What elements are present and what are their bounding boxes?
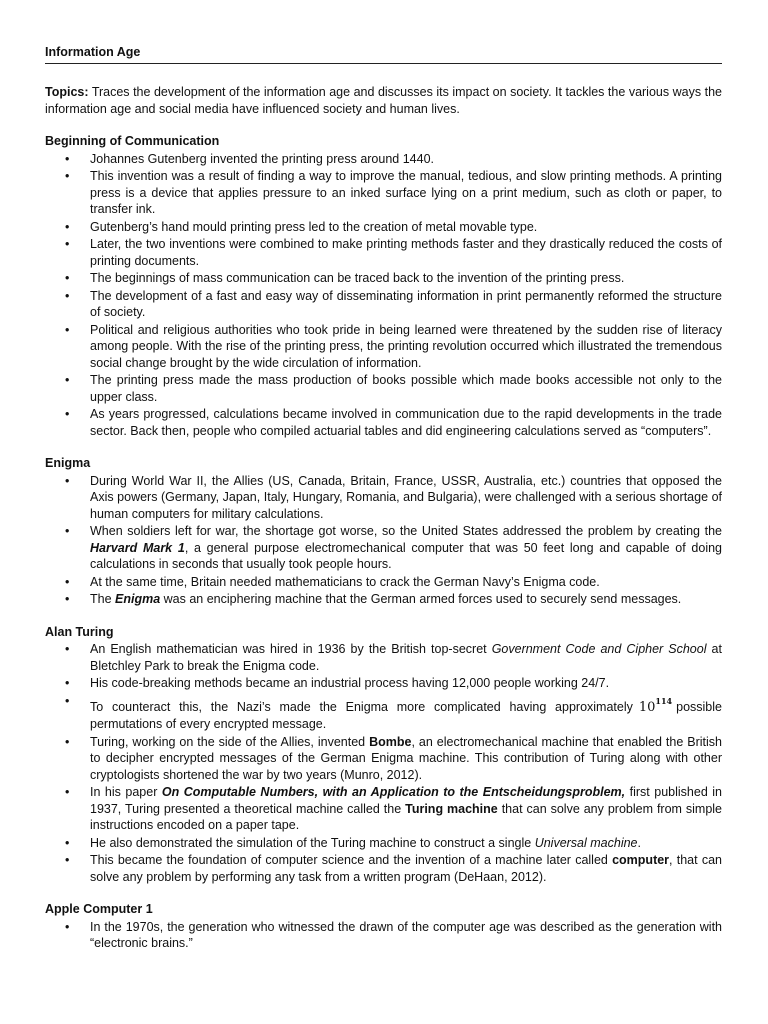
- emphasis-enigma: Enigma: [115, 592, 161, 606]
- list-item: • As years progressed, calculations became involved in communication due to the rapid developments in the trade sector. Back then, people who compiled actuarial tables and did engineering calculations served as “computers”.: [45, 406, 722, 439]
- item-text: Turing, working on the side of the Allies, invented: [90, 734, 370, 749]
- list-item: • Later, the two inventions were combined to make printing methods faster and they drastically reduced the costs of printing documents.: [45, 236, 722, 269]
- list-item: • Gutenberg’s hand mould printing press led to the creation of metal movable type.: [45, 219, 722, 236]
- list-item: [45, 835, 722, 852]
- document-page: [45, 44, 722, 952]
- list-item: [45, 641, 722, 674]
- enigma-list: [45, 473, 722, 608]
- item-text: , a general purpose electromechanical computer that was 50 feet long and capable of doing calculations in seconds that usually took people hours.: [90, 540, 723, 571]
- section-heading-alan-turing: Alan Turing: [45, 624, 114, 639]
- list-item: • Johannes Gutenberg invented the printing press around 1440.: [45, 151, 722, 168]
- list-item: • At the same time, Britain needed mathematicians to crack the German Navy’s Enigma code.: [45, 574, 722, 591]
- list-item: • In the 1970s, the generation who witnessed the drawn of the computer age was described as the generation with “electronic brains.”: [45, 919, 722, 952]
- list-item: [45, 734, 722, 784]
- section-heading-apple-computer-1: Apple Computer 1: [45, 902, 153, 916]
- document-title: Information Age: [45, 44, 722, 64]
- exponent-base: 10: [638, 699, 656, 715]
- list-item: [45, 591, 722, 608]
- list-item: • The printing press made the mass production of books possible which made books accessible not only to the upper class.: [45, 372, 722, 405]
- exponent-power: 114: [655, 695, 673, 706]
- list-item: • The beginnings of mass communication can be traced back to the invention of the printing press.: [45, 270, 722, 287]
- item-text: To counteract this, the Nazi’s made the Enigma more complicated having approximately: [90, 699, 633, 714]
- list-item: [45, 693, 722, 733]
- item-text: , an electromechanical machine that enabled the British to decipher encrypted messages of the German Enigma machine. This contribution of Turing along with other cryptologists shortened the war by two years (Munro, 2012).: [90, 734, 723, 782]
- item-text: This became the foundation of computer science and the invention of a machine later called: [90, 853, 613, 867]
- item-text: An English mathematician was hired in 1936 by the British top-secret: [90, 642, 492, 656]
- item-text: When soldiers left for war, the shortage got worse, so the United States addressed the problem by creating the: [90, 524, 722, 538]
- item-text: , that can solve any problem by performing any task from a written program (DeHaan, 2012).: [90, 853, 722, 884]
- list-item: • This invention was a result of finding a way to improve the manual, tedious, and slow printing methods. A printing press is a device that applies pressure to an inked surface lying on a print medium, such as cloth or paper, to transfer ink.: [45, 168, 722, 218]
- item-text: at Bletchley Park to break the Enigma code.: [90, 642, 722, 673]
- list-item: [45, 852, 722, 885]
- item-text: was an enciphering machine that the German armed forces used to securely send messages.: [160, 592, 682, 606]
- section-heading-communication: Beginning of Communication: [45, 134, 220, 148]
- topics-paragraph: [45, 84, 722, 117]
- item-text: He also demonstrated the simulation of the Turing machine to construct a single: [90, 835, 535, 850]
- list-item: • Political and religious authorities who took pride in being learned were threatened by the sudden rise of literacy among people. With the rise of the printing press, the printing revolution occurred which illustrated the tremendous social change brought by the wide circulation of information.: [45, 322, 722, 372]
- turing-list: [45, 641, 722, 885]
- list-item: • The development of a fast and easy way of disseminating information in print permanently reformed the structure of society.: [45, 288, 722, 321]
- strong-computer: computer: [612, 853, 670, 867]
- item-text: The: [90, 592, 116, 606]
- list-item: [45, 523, 722, 573]
- apple-list: [45, 919, 722, 952]
- list-item: [45, 784, 722, 834]
- item-text: that can solve any problem from simple instructions encoded on a paper tape.: [90, 801, 723, 832]
- strong-turing-machine: Turing machine: [405, 801, 498, 816]
- exponent-expression: [638, 695, 673, 715]
- list-item: • During World War II, the Allies (US, Canada, Britain, France, USSR, Australia, etc.) countries that opposed the Axis powers (Germany, Japan, Italy, Hungary, Romania, and Bulgaria), were challenged with a serious shortage of human computers for military calculations.: [45, 473, 722, 523]
- emphasis-gccs: Government Code and Cipher School: [491, 642, 707, 656]
- item-text: .: [637, 835, 641, 850]
- strong-bombe: Bombe: [369, 734, 412, 749]
- emphasis-harvard-mark-1: Harvard Mark 1: [90, 540, 185, 555]
- emphasis-paper-title: On Computable Numbers, with an Application to the Entscheidungsproblem,: [161, 785, 626, 799]
- communication-list: [45, 151, 722, 440]
- topics-label: Topics:: [45, 85, 89, 99]
- list-item: • His code-breaking methods became an industrial process having 12,000 people working 24/7.: [45, 675, 722, 692]
- emphasis-universal-machine: Universal machine: [534, 835, 638, 850]
- topics-text: Traces the development of the information age and discusses its impact on society. It tackles the various ways the information age and social media have influenced society and human lives.: [45, 85, 722, 116]
- item-text: first published in 1937, Turing presented a theoretical machine called the: [90, 785, 722, 816]
- item-text: In his paper: [90, 785, 162, 799]
- item-text: possible permutations of every encrypted message.: [90, 699, 722, 731]
- section-heading-enigma: Enigma: [45, 456, 91, 470]
